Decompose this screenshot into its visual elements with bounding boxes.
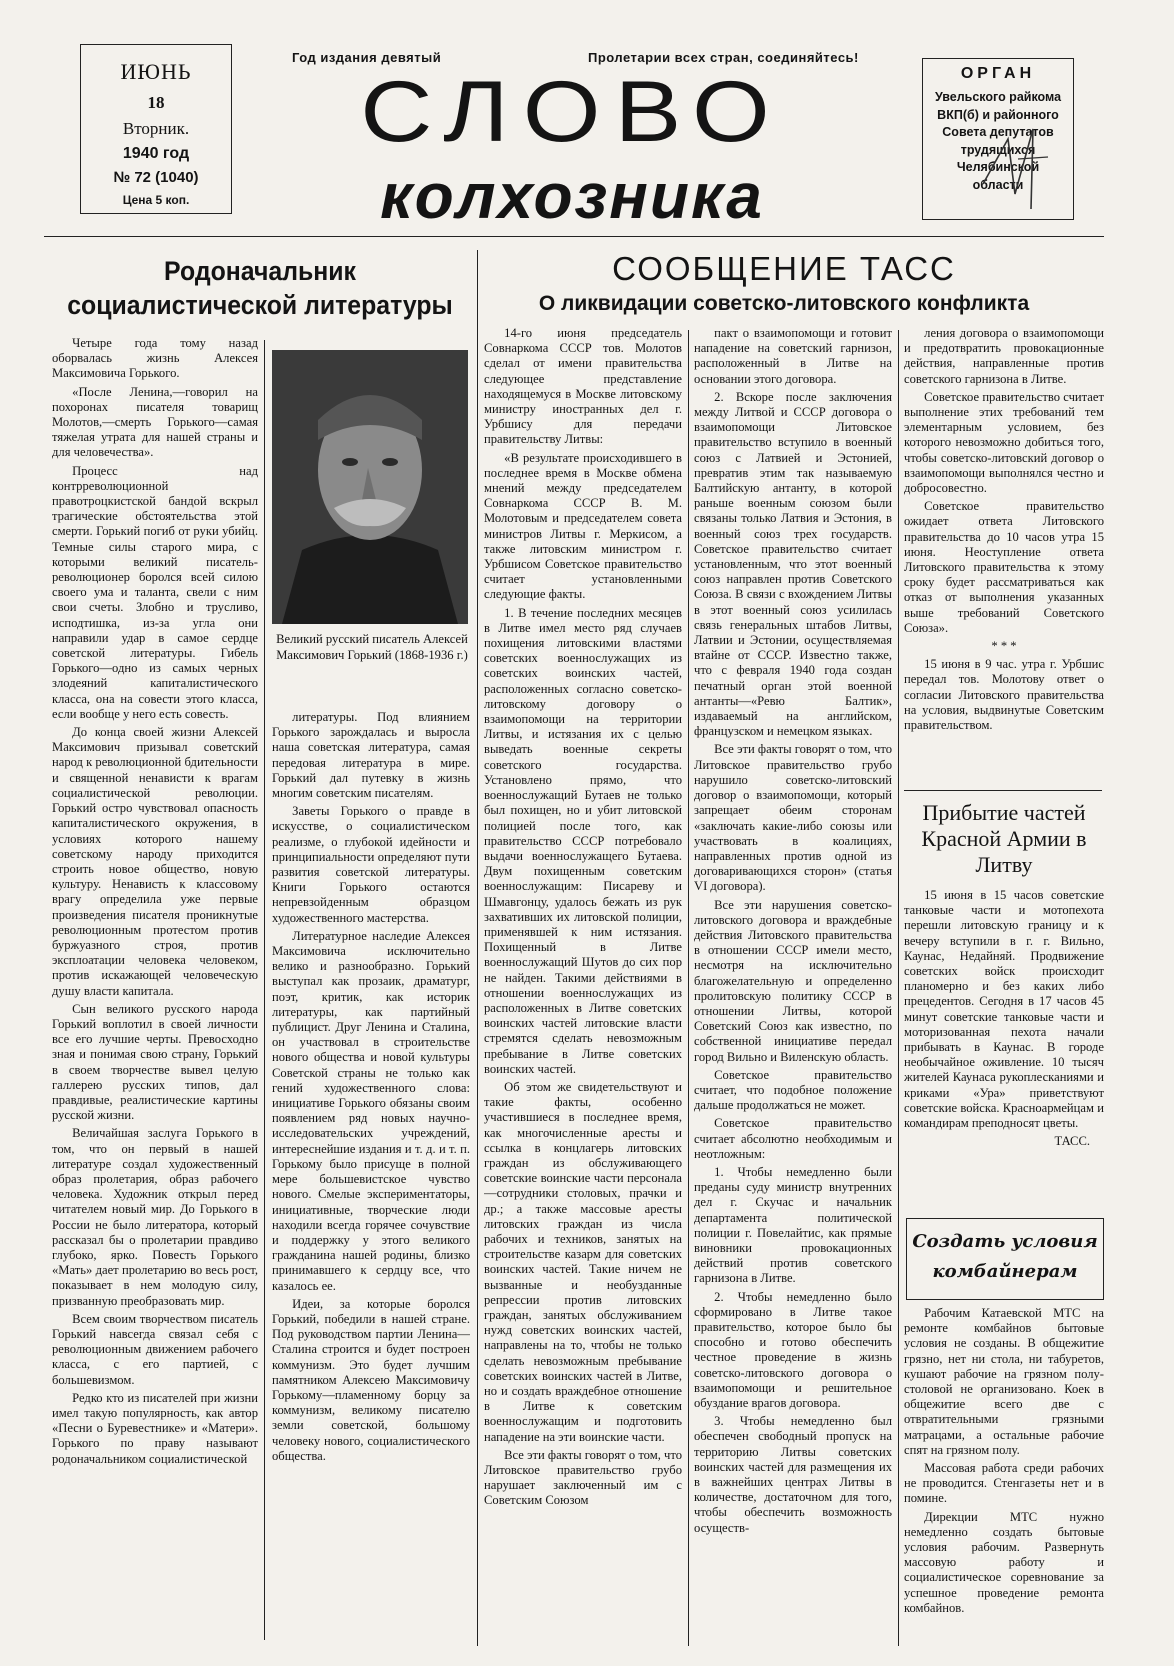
paragraph: Рабочим Катаевской МТС на ремонте комбайнов бытовые условия не созданы. В общежитие грязно, нет ни стола, ни табуретов, кушают рабочие на грязном полу-столовой не организовано. Коек в общежитие всего две с отвратительными грязными матрацами, а остальные рабочие спят на грязном полу. (904, 1306, 1104, 1457)
paragraph: Все эти нарушения советско-литовского договора и враждебные действия Литовского правительства в отношении СССР имели место, несмотря на исключительно благожелательную и определенно пролитовскую политику СССР в отношении Литвы, которой Советский Союз как известно, по собственной инициативе передал город Вильно и Виленскую область. (694, 897, 892, 1064)
column-rule (898, 330, 899, 1646)
newspaper-title-line1: СЛОВО (360, 63, 784, 161)
date-month: ИЮНЬ (120, 59, 192, 84)
gorky-headline: Родоначальник социалистической литературы (67, 256, 453, 320)
paragraph: Все эти факты говорят о том, что Литовское правительство грубо нарушило советско-литовский договор о взаимопомощи, который запрещает обеим сторонам «заключать какие-либо союзы или участвовать в коалициях, направленных против одной из договаривающихся сторон» (статья VI договора). (694, 742, 892, 894)
paragraph: Советское правительство считает, что подобное положение дальше продолжаться не может. (694, 1067, 892, 1113)
organ-heading: ОРГАН (960, 65, 1036, 82)
section-rule (904, 790, 1102, 791)
tass-headline: СООБЩЕНИЕ ТАСС (612, 250, 956, 287)
paragraph: Советское правительство считает абсолютно необходимым и неотложным: (694, 1116, 892, 1161)
slogan: Пролетарии всех стран, соединяйтесь! (588, 50, 859, 65)
paragraph: ления договора о взаимопомощи и предотвратить провокационные действия, направленные против советского гарнизона в Литве. (904, 326, 1104, 386)
year-of-issue: Год издания девятый (292, 50, 442, 65)
paragraph: Процесс над контрреволюционной правотроцкистской бандой вскрыл трагические обстоятельства этой смерти. Горький погиб от руки убийц. Темные силы старого мира, с которыми великий писатель-революционер боролся всей силою своего ума и таланта, свели с ним свои счеты. Злобно и трусливо, исподтишка, из-за угла они направили удар в самое сердце советской литературы. Гибель Горького—одно из самых черных злодеяний капиталистического класса, она на совести этого класса, если вообще у него есть совесть. (52, 463, 258, 721)
paragraph: 15 июня в 15 часов советские танковые части и мотопехота перешли литовскую границу и к вечеру вступили в г. г. Вильно, Каунас, Недайняй. Продвижение советских войск происходит планомерно и без каких либо прецедентов. Сегодня в 17 часов 45 минут советские танковые части и моторизованная пехота начали прибывать в Каунас. В городе необычайное оживление. 10 тысяч жителей Каунаса рукоплесканиями и криками «Ура» приветствуют советские войска. Красноармейцам и командирам преподносят цветы. (904, 888, 1104, 1131)
tass-subheadline: О ликвидации советско-литовского конфликта (538, 292, 1030, 315)
red-army-headline: Прибытие частей Красной Армии в Литву (921, 800, 1087, 877)
column-rule (264, 340, 265, 1640)
organ-box (922, 58, 1074, 220)
tass-column-3 (904, 326, 1104, 786)
paragraph: пакт о взаимопомощи и готовит нападение на советский гарнизон, расположенный в Литве на основании этого договора. (694, 326, 892, 386)
paragraph: «После Ленина,—говорил на похоронах писателя товарищ Молотов,—смерть Горького—самая тяжелая утрата для нашей страны и для человечества». (52, 384, 258, 460)
combine-headline-box (906, 1218, 1104, 1300)
column-rule (688, 330, 689, 1646)
paragraph: Дирекции МТС нужно немедленно создать бытовые условия рабочим. Развернуть массовую работу и социалистическое соревнование за успешное проведение ремонта комбайнов. (904, 1509, 1104, 1615)
paragraph: Все эти факты говорят о том, что Литовское правительство грубо нарушает заключенный им с Советским Союзом (484, 1447, 682, 1508)
paragraph: 3. Чтобы немедленно был обеспечен свободный пропуск на территорию Литвы советских воинских частей для размещения их в важнейших центрах Литвы в количестве, достаточном для того, чтобы обеспечить возможность осуществ- (694, 1414, 892, 1535)
paragraph: Редко кто из писателей при жизни имел такую популярность, как автор «Песни о Буревестнике» и «Матери». Горького по праву называют родоначальником социалистической (52, 1390, 258, 1466)
paragraph: Массовая работа среди рабочих не проводится. Стенгазеты нет и в помине. (904, 1461, 1104, 1506)
paragraph: Четыре года тому назад оборвалась жизнь Алексея Максимовича Горького. (52, 336, 258, 381)
paragraph: Советское правительство ожидает ответа Литовского правительства до 10 часов утра 15 июня. Неоступление ответа Литовского правительства к этому сроку будет рассматриваться как отказ от выполнения указанных выше требований Советского Союза». (904, 499, 1104, 635)
paragraph: Всем своим творчеством писатель Горький навсегда связал себя с революционным движением рабочего класса, с его партией, с большевизмом. (52, 1311, 258, 1387)
combine-text (904, 1306, 1104, 1646)
tass-column-2 (694, 326, 892, 1646)
photo-caption: Великий русский писатель Алексей Максимович Горький (1868-1936 г.) (276, 632, 468, 662)
issue-price: Цена 5 коп. (122, 193, 190, 207)
masthead-rule (44, 236, 1104, 237)
gorky-column-1 (52, 336, 258, 1646)
paragraph: Заветы Горького о правде в искусстве, о социалистическом реализме, о глубокой идейности и принципиальности определяют пути развития советской литературы. Книги Горького остаются непревзойденным образцом художественного мастерства. (272, 804, 470, 925)
handwritten-mark (963, 99, 1063, 219)
paragraph: «В результате происходившего в последнее время в Москве обмена мнений между председателем Совнаркома СССР В. М. Молотовым и председателем совета министров Литвы г. Меркисом, а также литовским министром г. Урбшисом Советское правительство считает установленными следующие факты. (484, 450, 682, 602)
date-year: 1940 год (122, 145, 190, 162)
issue-number: № 72 (1040) (113, 169, 199, 186)
tass-column-1 (484, 326, 682, 1646)
paragraph: До конца своей жизни Алексей Максимович призывал советский народ к революционной бдительности и священной ненависти к врагам социалистической революции. Горький остро чувствовал опасность капиталистического окружения, в условиях которого нашему советскому народу приходится строить новое общество, новую культуру. Ненависть к классовому врагу определила уже первые произведения писателя проникнутые революционным протестом против буржуазного строя, против эксплоатации человека человеком, против искажающей человеческую душу власти капитала. (52, 725, 258, 998)
date-day: 18 (147, 93, 165, 112)
gorky-portrait (272, 350, 468, 624)
tass-signature: ТАСС. (1054, 1134, 1090, 1149)
paragraph: 2. Вскоре после заключения между Литвой и СССР договора о взаимопомощи Литовское правительство вступило в военный союз с Латвией и Эстонией, превратив этим так называемую Балтийскую антанту, в которой раньше военным союзом были связаны только Латвия и Эстония, в военный союз трех государств. Советское правительство считает установленным, что этот военный союз направлен против Советского Союза. В связи с вхождением Литвы в этот военный союз усилилась связь генеральных штабов Литвы, Латвии и Эстонии, осуществляемая втайне от СССР. Известно также, что с февраля 1940 года создан печатный орган этой военной антанты—«Ревю Балтик», издаваемый на английском, французском и немецком языках. (694, 389, 892, 739)
date-weekday: Вторник. (122, 119, 190, 138)
organ-text: Увельского райкома ВКП(б) и районного Совета депутатов трудящихся Челябинской области (934, 90, 1062, 192)
date-box (80, 44, 232, 214)
paragraph: Сын великого русского народа Горький воплотил в своей личности все его лучшие черты. Превосходно зная и понимая свою страну, Горький в своем творчестве вывел целую галлерею русских типов, дал правдивые, реалистические картины русской жизни. (52, 1001, 258, 1123)
newspaper-title-line2: колхозника (380, 160, 764, 232)
paragraph: Величайшая заслуга Горького в том, что он первый в нашей литературе создал художественный образ пролетария, образ рабочего человека. Художник открыл перед читателем новый мир. До Горького в России не было литератора, который рассказал бы о пролетарии правдиво глубоко, ярко. Повесть Горького «Мать» дает пролетарию во весь рост, показывает в нем молодую силу, призванную преобразовать мир. (52, 1126, 258, 1308)
column-rule (477, 250, 478, 1646)
paragraph: литературы. Под влиянием Горького зарождалась и выросла наша советская литература, самая передовая литература в мире. Горький дал путевку в жизнь многим советским писателям. (272, 710, 470, 801)
paragraph: Советское правительство считает выполнение этих требований тем элементарным условием, без которого невозможно добиться того, чтобы советско-литовский договор о взаимопомощи выполнялся честно и добросовестно. (904, 389, 1104, 496)
asterisks: * * * (991, 639, 1017, 654)
paragraph: 1. В течение последних месяцев в Литве имел место ряд случаев похищения литовскими властями советских военнослужащих из советских воинских частей, расположенных согласно советско-литовскому договору о взаимопомощи на территории Литвы, и истязания их с целью выведать военные секреты советского государства. Установлено прямо, что военнослужащий Бутаев не только был похищен, но и убит литовской полицией после того, как правительство СССР потребовало выдачи военнослужащего Бутаева. Двум похищенным советским военнослужащим: Писареву и Шмавгонцу, удалось бежать из рук захвативших их литовской полиции, применявшей к ним истязания. Похищенный в Литве военнослужащий Шутов до сих пор не найден. Такими действиями в отношении военнослужащих из расположенных в Литве советских воинских частей литовские власти стремятся сделать невозможным пребывание в Литве советских воинских частей. (484, 605, 682, 1076)
paragraph: 15 июня в 9 час. утра г. Урбшис передал тов. Молотову ответ о согласии Литовского правительства на условия, выдвинутые Советским правительством. (904, 657, 1104, 733)
paragraph: Об этом же свидетельствуют и такие факты, особенно участившиеся в последнее время, как многочисленные аресты и ссылка в концлагерь литовских граждан из обслуживающего советские воинские части персонала—сотрудники столовых, прачки и др.; а также массовые аресты литовских граждан из числа рабочих и техников, занятых на строительстве казарм для советских воинских частей. Такие ничем не вызванные и необузданные репрессии против литовских граждан, занятых обслуживанием нужд советских воинских частей, направлены на то, чтобы не только сделать невозможным пребывание советских воинских частей в Литве, но и создать враждебное отношение в Литве к советским военнослужащим и подготовить нападение на эти воинские части. (484, 1079, 682, 1444)
paragraph: Идеи, за которые боролся Горький, победили в нашей стране. Под руководством партии Ленина—Сталина строится и будет построен коммунизм. Это будет лучшим памятником Алексею Максимовичу Горькому—пламенному борцу за коммунизм, великому писателю земли советской, большому человеку нового, социалистического общества. (272, 1296, 470, 1463)
paragraph: 14-го июня председатель Совнаркома СССР тов. Молотов сделал от имени правительства следующее представление находящемуся в Москве литовскому министру иностранных дел г. Урбшису для передачи правительству Литвы: (484, 326, 682, 447)
paragraph: 2. Чтобы немедленно было сформировано в Литве такое правительство, которое было бы способно и готово обеспечить честное проведение в жизнь советско-литовского договора о взаимопомощи и решительное обуздание врагов договора. (694, 1289, 892, 1411)
paragraph: 1. Чтобы немедленно были преданы суду министр внутренних дел г. Скучас и начальник департамента политической полиции г. Повелайтис, как прямые виновники провокационных действий против советского гарнизона в Литве. (694, 1164, 892, 1286)
paragraph: Литературное наследие Алексея Максимовича исключительно велико и разнообразно. Горький выступал как прозаик, драматург, поэт, критик, как историк литературы, как партийный публицист. Друг Ленина и Сталина, он участвовал в строительстве нового общества и новой культуры Советской страны не только как гений художественного слова: инициативе Горького обязаны своим появлением ряд новых научно-исследовательских учреждений, интереснейшие издания и т. д. и т. п. Горькому было присуще в полной мере большевистское чувство нового. Смелые экспериментаторы, инициативные, творческие люди находили всегда горячее сочувствие и поддержку у этого великого гражданина нашей родины, близко принимавшего к сердцу все, что казалось ее. (272, 928, 470, 1293)
gorky-column-2 (272, 710, 470, 1646)
red-army-text (904, 888, 1104, 1248)
combine-headline: Создать условия комбайнерам (912, 1231, 1098, 1282)
